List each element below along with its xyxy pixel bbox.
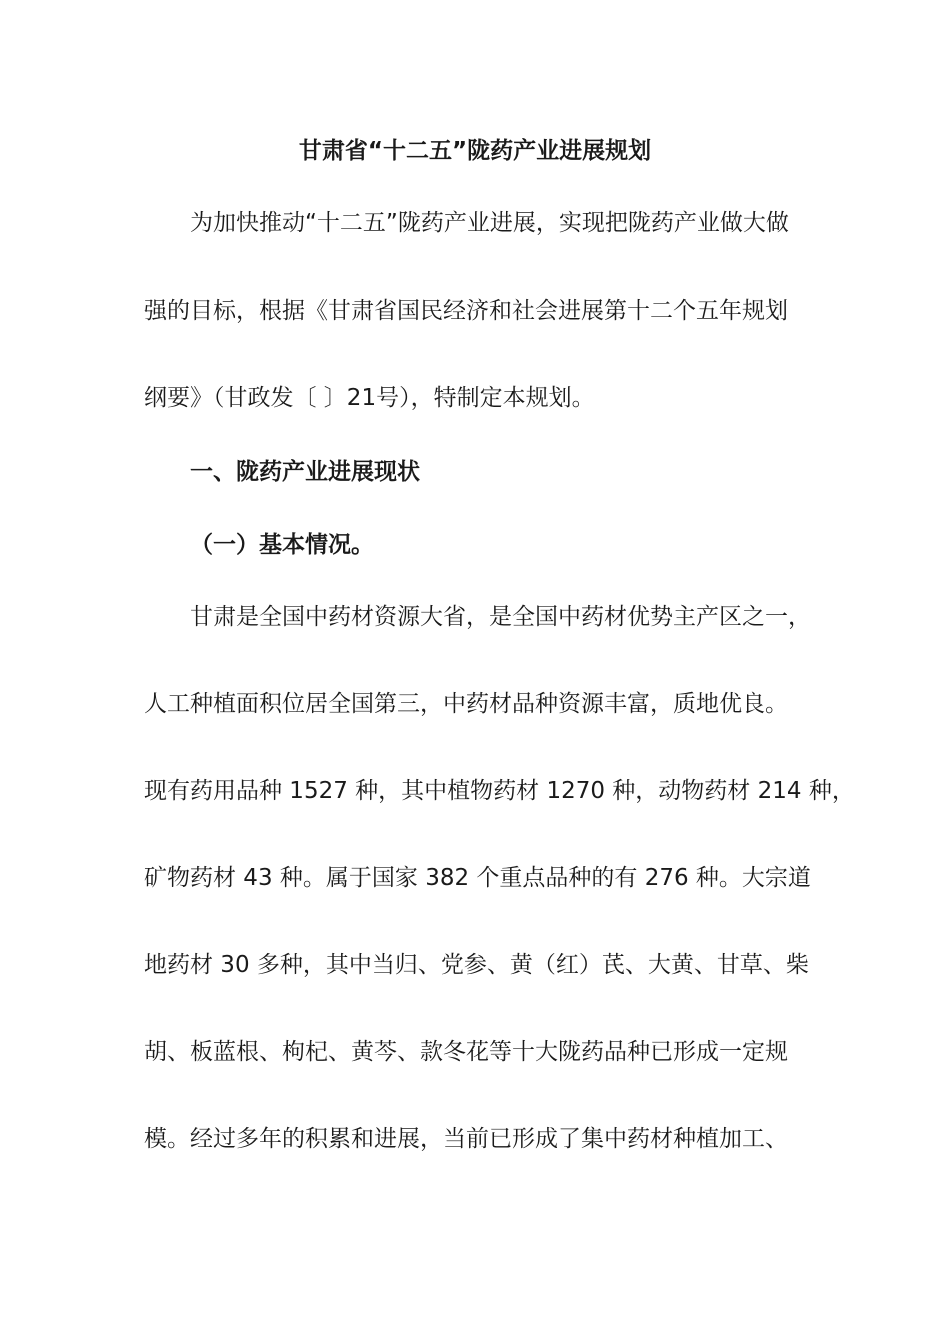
intro-line-2: 强的目标，根据《甘肃省国民经济和社会进展第十二个五年规划 bbox=[144, 298, 788, 324]
body-line-3: 现有药用品种 1527 种，其中植物药材 1270 种，动物药材 214 种， bbox=[144, 778, 855, 804]
subsection-heading: （一）基本情况。 bbox=[190, 532, 374, 558]
intro-line-3: 纲要》（甘政发〔 〕21号），特制定本规划。 bbox=[144, 385, 595, 411]
intro-line-1: 为加快推动“十二五”陇药产业进展，实现把陇药产业做大做 bbox=[190, 210, 789, 236]
section-heading: 一、陇药产业进展现状 bbox=[190, 459, 420, 485]
body-line-6: 胡、板蓝根、枸杞、黄芩、款冬花等十大陇药品种已形成一定规 bbox=[144, 1039, 788, 1065]
body-line-2: 人工种植面积位居全国第三，中药材品种资源丰富，质地优良。 bbox=[144, 691, 788, 717]
body-line-5: 地药材 30 多种，其中当归、党参、黄（红）芪、大黄、甘草、柴 bbox=[144, 952, 809, 978]
document-title: 甘肃省“十二五”陇药产业进展规划 bbox=[298, 138, 652, 164]
body-line-1: 甘肃是全国中药材资源大省，是全国中药材优势主产区之一， bbox=[190, 604, 811, 630]
body-line-4: 矿物药材 43 种。属于国家 382 个重点品种的有 276 种。大宗道 bbox=[144, 865, 811, 891]
body-line-7: 模。经过多年的积累和进展，当前已形成了集中药材种植加工、 bbox=[144, 1126, 788, 1152]
